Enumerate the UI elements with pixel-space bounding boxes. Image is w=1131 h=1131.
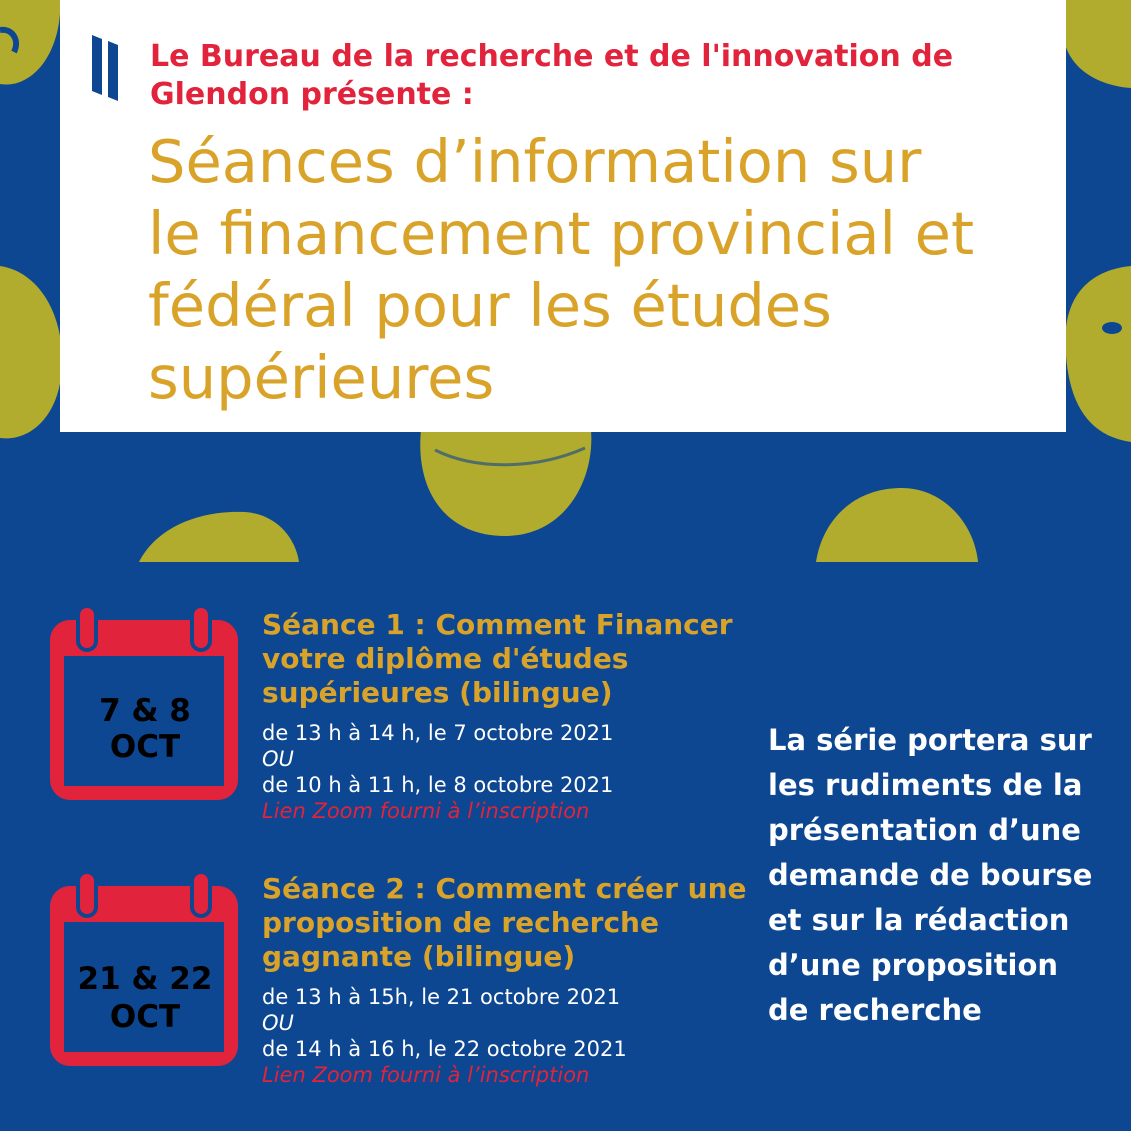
presenter-text xyxy=(150,38,1050,114)
presenter-line: Glendon présente : xyxy=(150,77,474,112)
decorative-blob-center xyxy=(415,430,595,540)
summary-line: demande de bourse xyxy=(768,858,1093,892)
decorative-blob-bottom-left xyxy=(135,490,305,562)
session-title-line: votre diplôme d'études xyxy=(262,642,629,675)
summary-line: les rudiments de la xyxy=(768,768,1083,802)
summary-line: d’une proposition xyxy=(768,948,1059,982)
university-logo-icon xyxy=(92,35,128,101)
session-time: de 14 h à 16 h, le 22 octobre 2021 xyxy=(262,1037,627,1061)
session-2 xyxy=(262,872,762,1088)
title-line: fédéral pour les études xyxy=(148,271,832,340)
session-title-line: gagnante (bilingue) xyxy=(262,940,576,973)
header-card xyxy=(60,0,1066,432)
summary-line: présentation d’une xyxy=(768,813,1081,847)
session-title xyxy=(262,608,762,710)
session-1 xyxy=(262,608,762,824)
calendar-session-1 xyxy=(50,604,240,804)
page-title xyxy=(148,126,1048,414)
session-title xyxy=(262,872,762,974)
title-line: supérieures xyxy=(148,343,495,412)
series-summary xyxy=(768,718,1108,1033)
calendar-month: OCT xyxy=(109,729,181,765)
session-title-line: Séance 2 : Comment créer une xyxy=(262,872,747,905)
calendar-date: 21 & 22 xyxy=(77,961,213,997)
calendar-session-2 xyxy=(50,870,240,1070)
zoom-link-note: Lien Zoom fourni à l’inscription xyxy=(262,799,590,823)
session-or: OU xyxy=(262,747,294,771)
session-title-line: supérieures (bilingue) xyxy=(262,676,613,709)
decorative-blob-bottom-right xyxy=(812,482,987,562)
calendar-date: 7 & 8 xyxy=(99,693,191,729)
session-time: de 10 h à 11 h, le 8 octobre 2021 xyxy=(262,773,614,797)
summary-line: La série portera sur xyxy=(768,723,1092,757)
summary-line: et sur la rédaction xyxy=(768,903,1070,937)
zoom-link-note: Lien Zoom fourni à l’inscription xyxy=(262,1063,590,1087)
title-line: Séances d’information sur xyxy=(148,127,922,196)
summary-line: de recherche xyxy=(768,993,982,1027)
title-line: le financement provincial et xyxy=(148,199,975,268)
session-or: OU xyxy=(262,1011,294,1035)
session-time: de 13 h à 15h, le 21 octobre 2021 xyxy=(262,985,621,1009)
session-title-line: proposition de recherche xyxy=(262,906,659,939)
decorative-blob-left xyxy=(0,266,64,446)
decorative-blob-top-right xyxy=(1060,0,1131,90)
session-time: de 13 h à 14 h, le 7 octobre 2021 xyxy=(262,721,614,745)
calendar-month: OCT xyxy=(109,999,181,1035)
presenter-line: Le Bureau de la recherche et de l'innovation de xyxy=(150,39,954,74)
session-title-line: Séance 1 : Comment Financer xyxy=(262,608,733,641)
